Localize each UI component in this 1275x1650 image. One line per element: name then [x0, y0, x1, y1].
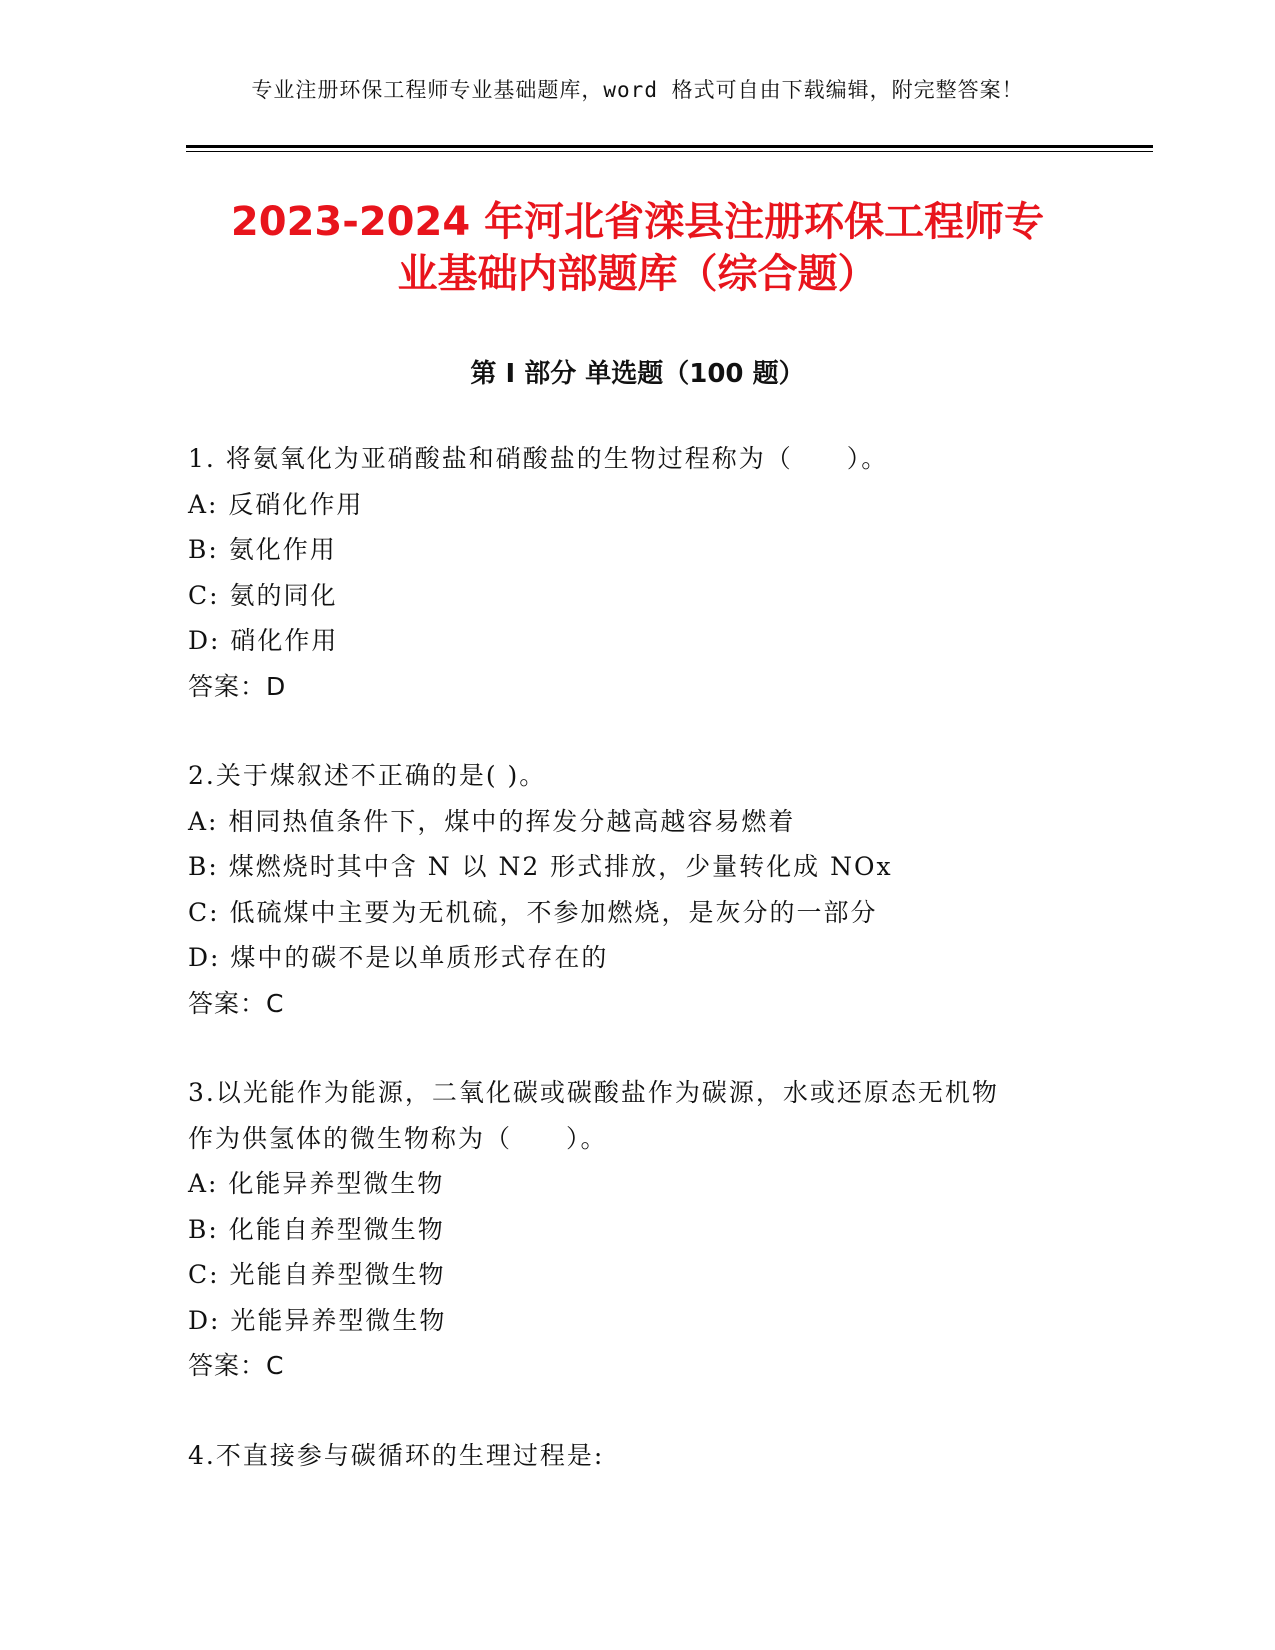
- option-c: C: 低硫煤中主要为无机硫，不参加燃烧，是灰分的一部分: [188, 897, 878, 927]
- title-line-2: 业基础内部题库（综合题）: [397, 251, 878, 297]
- option-b: B: 氨化作用: [188, 535, 337, 564]
- document-title: [150, 196, 1125, 300]
- question-list: [188, 442, 1088, 1484]
- header-rule-thick: [186, 145, 1153, 148]
- question-3: [188, 1076, 1088, 1395]
- answer: 答案：C: [188, 1351, 285, 1380]
- option-d: D: 硝化作用: [188, 626, 339, 655]
- option-a: A: 化能异养型微生物: [188, 1169, 445, 1198]
- option-b: B: 化能自养型微生物: [188, 1214, 445, 1244]
- header-note: 专业注册环保工程师专业基础题库，word 格式可自由下载编辑，附完整答案！: [251, 78, 1024, 102]
- option-d: D: 煤中的碳不是以单质形式存在的: [188, 943, 609, 972]
- question-4: [188, 1439, 1088, 1485]
- question-stem: 3.以光能作为能源，二氧化碳或碳酸盐作为碳源，水或还原态无机物: [188, 1078, 999, 1107]
- question-stem: 4.不直接参与碳循环的生理过程是:: [188, 1440, 605, 1470]
- option-a: A: 反硝化作用: [188, 489, 364, 519]
- title-line-1: 2023-2024 年河北省滦县注册环保工程师专: [230, 199, 1045, 245]
- answer: 答案：C: [188, 988, 285, 1018]
- question-stem: 2.关于煤叙述不正确的是( )。: [188, 761, 547, 790]
- header-rule-thin: [186, 151, 1153, 152]
- question-stem: 1. 将氨氧化为亚硝酸盐和硝酸盐的生物过程称为（ ）。: [188, 444, 889, 473]
- option-b: B: 煤燃烧时其中含 N 以 N2 形式排放，少量转化成 NOx: [188, 852, 893, 881]
- option-c: C: 光能自养型微生物: [188, 1260, 446, 1289]
- option-a: A: 相同热值条件下，煤中的挥发分越高越容易燃着: [188, 806, 796, 836]
- answer: 答案：D: [188, 671, 287, 701]
- question-stem-continued: 作为供氢体的微生物称为（ ）。: [188, 1123, 608, 1153]
- question-2: [188, 759, 1088, 1032]
- question-1: [188, 442, 1088, 715]
- section-title: 第 I 部分 单选题（100 题）: [470, 359, 805, 389]
- option-c: C: 氨的同化: [188, 580, 338, 610]
- option-d: D: 光能异养型微生物: [188, 1305, 447, 1335]
